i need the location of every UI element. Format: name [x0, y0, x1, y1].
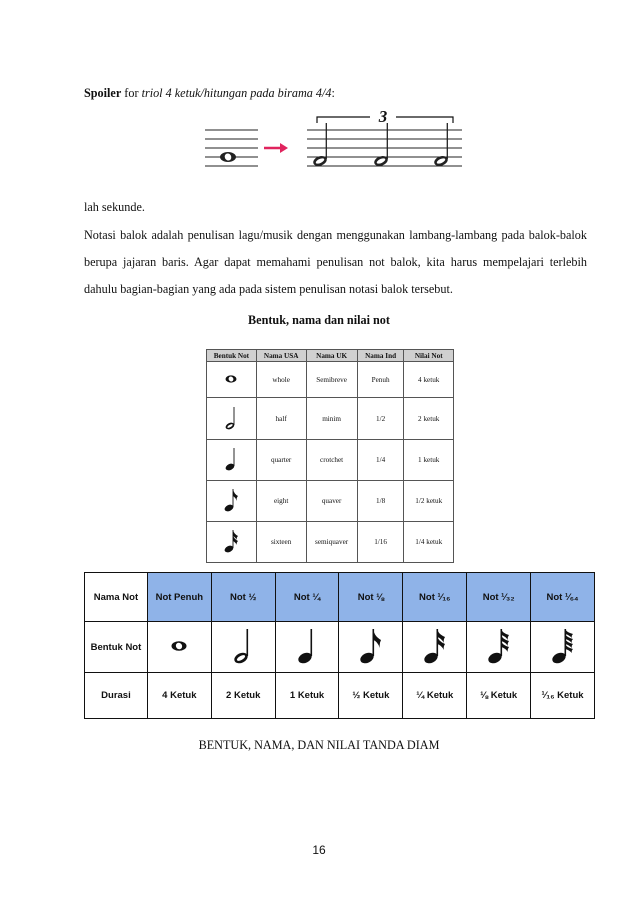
spoiler-label: Spoiler	[84, 86, 122, 100]
note-shape-cell	[403, 622, 467, 673]
table-row-shapes	[85, 622, 595, 673]
table-cell: sixteen	[256, 522, 306, 563]
spoiler-line	[84, 86, 335, 101]
tuplet-number: 3	[378, 107, 388, 126]
table-cell: 1/4	[357, 440, 404, 481]
table-cell: semiquaver	[306, 522, 357, 563]
row-label: Bentuk Not	[85, 622, 148, 673]
eighth-note-icon	[359, 627, 383, 665]
note-shape-cell	[147, 622, 211, 673]
note-shape-cell	[207, 398, 257, 440]
table-cell: quarter	[256, 440, 306, 481]
note-shape-cell	[531, 622, 595, 673]
whole-note-icon	[220, 152, 236, 162]
quarter-note-icon	[297, 627, 317, 665]
note-name-cell: Not ¹⁄₃₂	[467, 573, 531, 622]
table-header: Nama USA	[256, 350, 306, 362]
duration-cell: ¹⁄₁₆ Ketuk	[531, 673, 595, 719]
table-cell: half	[256, 398, 306, 440]
table-header: Nilai Not	[404, 350, 454, 362]
table-row	[207, 522, 454, 563]
quarter-note-icon	[224, 446, 238, 472]
note-shape-cell	[207, 362, 257, 398]
note-name-cell: Not ¹⁄₁₆	[403, 573, 467, 622]
whole-note-icon	[224, 374, 238, 384]
table-cell: 1 ketuk	[404, 440, 454, 481]
table-cell: minim	[306, 398, 357, 440]
sixty-fourth-note-icon	[551, 627, 575, 665]
table-cell: Penuh	[357, 362, 404, 398]
table-cell: 1/4 ketuk	[404, 522, 454, 563]
arrow-icon	[264, 143, 288, 153]
table-header: Nama UK	[306, 350, 357, 362]
note-shape-cell	[207, 481, 257, 522]
table-header-row	[207, 350, 454, 362]
duration-cell: ½ Ketuk	[339, 673, 403, 719]
body-paragraph: Notasi balok adalah penulisan lagu/musik dengan menggunakan lambang-lambang pada balok-balok berupa jajaran baris. Agar dapat memahami penulisan not balok, kita harus mempelajari terlebih dahulu bagian-bagian yang ada pada sistem penulisan notasi balok tersebut.	[84, 228, 587, 296]
note-name-cell: Not ⅛	[339, 573, 403, 622]
duration-cell: 2 Ketuk	[211, 673, 275, 719]
whole-note-icon	[170, 640, 188, 652]
page-number: 16	[312, 843, 326, 857]
note-name-cell: Not ¼	[275, 573, 339, 622]
table-cell: 1/8	[357, 481, 404, 522]
half-note-icon	[233, 627, 253, 665]
spoiler-colon: :	[331, 86, 335, 100]
duration-cell: ¼ Ketuk	[403, 673, 467, 719]
table-row	[207, 481, 454, 522]
table-cell: crotchet	[306, 440, 357, 481]
table-row	[207, 398, 454, 440]
duration-cell: 1 Ketuk	[275, 673, 339, 719]
table-row-durations	[85, 673, 595, 719]
row-label: Durasi	[85, 673, 148, 719]
note-shape-cell	[207, 440, 257, 481]
table-cell: Semibreve	[306, 362, 357, 398]
note-shape-cell	[339, 622, 403, 673]
table-cell: 1/16	[357, 522, 404, 563]
thirty-second-note-icon	[487, 627, 511, 665]
note-value-table	[206, 349, 454, 563]
note-name-cell: Not ½	[211, 573, 275, 622]
note-duration-table	[84, 572, 595, 719]
table-cell: eight	[256, 481, 306, 522]
eighth-note-icon	[223, 487, 239, 513]
triplet-figure	[200, 106, 465, 174]
table-cell: whole	[256, 362, 306, 398]
section-title: Bentuk, nama dan nilai not	[248, 313, 390, 327]
duration-cell: 4 Ketuk	[147, 673, 211, 719]
table-header: Bentuk Not	[207, 350, 257, 362]
sixteenth-note-icon	[423, 627, 447, 665]
half-note-icon	[224, 405, 238, 431]
duration-cell: ⅛ Ketuk	[467, 673, 531, 719]
spoiler-topic: triol 4 ketuk/hitungan pada birama 4/4	[141, 86, 332, 100]
figure-caption: BENTUK, NAMA, DAN NILAI TANDA DIAM	[198, 738, 440, 752]
note-name-cell: Not Penuh	[147, 573, 211, 622]
note-name-cell: Not ¹⁄₆₄	[531, 573, 595, 622]
note-shape-cell	[275, 622, 339, 673]
table-cell: 2 ketuk	[404, 398, 454, 440]
note-shape-cell	[207, 522, 257, 563]
table-cell: 1/2	[357, 398, 404, 440]
table-cell: quaver	[306, 481, 357, 522]
note-shape-cell	[467, 622, 531, 673]
spoiler-connector: for	[121, 86, 142, 100]
table-row	[207, 362, 454, 398]
table-cell: 4 ketuk	[404, 362, 454, 398]
table-header: Nama Ind	[357, 350, 404, 362]
table-row	[207, 440, 454, 481]
table-cell: 1/2 ketuk	[404, 481, 454, 522]
note-shape-cell	[211, 622, 275, 673]
fragment-text: lah sekunde.	[84, 200, 145, 214]
sixteenth-note-icon	[223, 528, 239, 554]
table-row-names	[85, 573, 595, 622]
row-label: Nama Not	[85, 573, 148, 622]
